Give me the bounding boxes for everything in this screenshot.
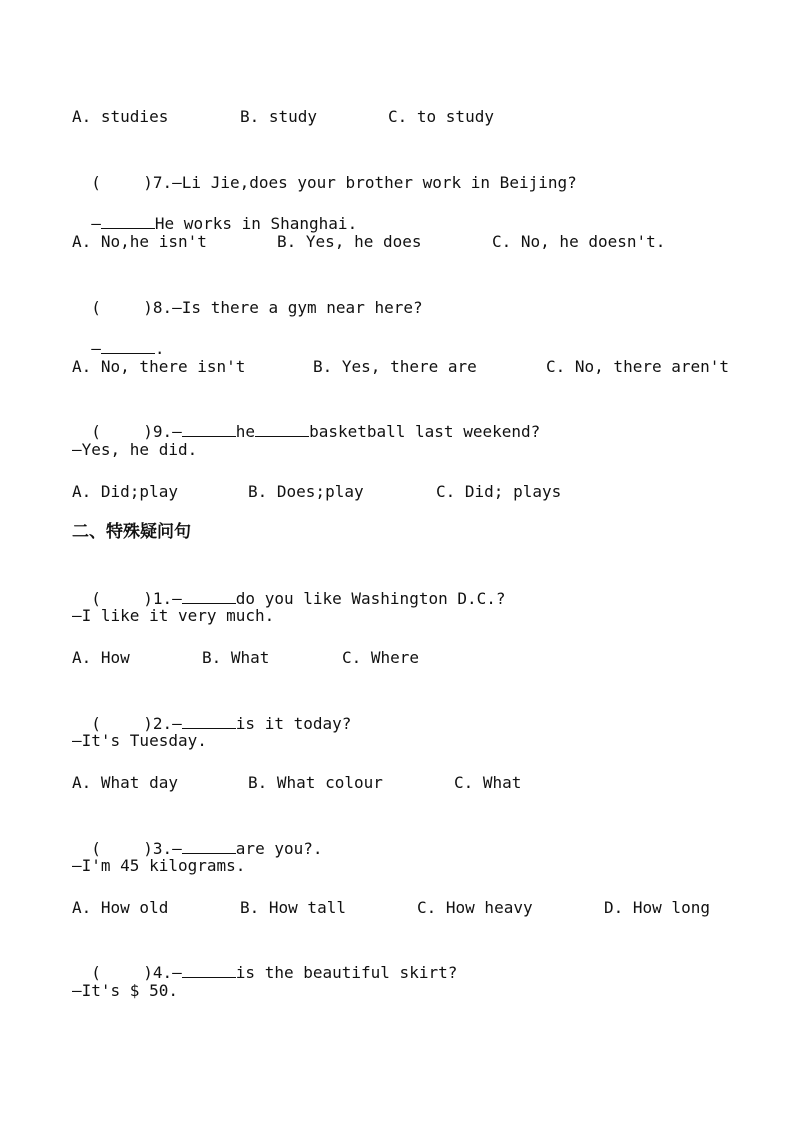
option-b: B. study — [240, 107, 318, 126]
answer-paren-open: ( — [91, 839, 101, 858]
option-c: C. Did; plays — [436, 482, 562, 501]
option-a: A. How — [72, 648, 130, 667]
answer-paren-open: ( — [91, 963, 101, 982]
question-text: is it today? — [235, 714, 352, 733]
question-number: )1.— — [143, 589, 182, 608]
option-b: B. How tall — [240, 898, 346, 917]
option-b: B. Yes, there are — [313, 357, 477, 376]
question-text: is the beautiful skirt? — [235, 963, 458, 982]
blank — [101, 214, 155, 229]
dash: — — [91, 339, 101, 358]
answer-line-s1: —I like it very much. — [72, 606, 275, 625]
question-mid: he — [235, 422, 256, 441]
question-text: )7.—Li Jie,does your brother work in Beijing? — [143, 173, 577, 192]
blank — [182, 839, 236, 854]
question-9 — [72, 396, 754, 444]
answer-paren-open: ( — [91, 298, 101, 317]
option-a: A. Did;play — [72, 482, 178, 501]
blank — [182, 589, 236, 604]
option-a: A. What day — [72, 773, 178, 792]
answer-line-s3: —I'm 45 kilograms. — [72, 856, 246, 875]
answer-line-q8 — [72, 313, 754, 361]
answer-line-s4: —It's $ 50. — [72, 981, 178, 1000]
question-number: )9.— — [143, 422, 182, 441]
answer-paren-open: ( — [91, 589, 101, 608]
answer-text: He works in Shanghai. — [154, 214, 358, 233]
answer-line-q7 — [72, 188, 754, 236]
section-heading: 二、特殊疑问句 — [72, 522, 191, 542]
option-b: B. Yes, he does — [277, 232, 422, 251]
blank — [255, 422, 309, 437]
option-c: C. Where — [342, 648, 420, 667]
answer-text: . — [154, 339, 165, 358]
option-c: C. to study — [388, 107, 494, 126]
option-c: C. No, he doesn't. — [492, 232, 666, 251]
blank — [182, 963, 236, 978]
question-number: )4.— — [143, 963, 182, 982]
answer-paren-open: ( — [91, 714, 101, 733]
option-b: B. What colour — [248, 773, 383, 792]
blank — [101, 339, 155, 354]
option-a: A. studies — [72, 107, 169, 126]
option-d: D. How long — [604, 898, 710, 917]
option-a: A. No, there isn't — [72, 357, 246, 376]
answer-paren-open: ( — [91, 173, 101, 192]
dash: — — [91, 214, 101, 233]
option-a: A. How old — [72, 898, 169, 917]
option-c: C. What — [454, 773, 522, 792]
option-b: B. Does;play — [248, 482, 364, 501]
answer-line-q9: —Yes, he did. — [72, 440, 198, 459]
option-b: B. What — [202, 648, 270, 667]
question-number: )3.— — [143, 839, 182, 858]
blank — [182, 422, 236, 437]
question-text: )8.—Is there a gym near here? — [143, 298, 423, 317]
question-text: basketball last weekend? — [309, 422, 541, 441]
question-number: )2.— — [143, 714, 182, 733]
option-c: C. How heavy — [417, 898, 533, 917]
blank — [182, 714, 236, 729]
answer-line-s2: —It's Tuesday. — [72, 731, 207, 750]
question-text: are you?. — [235, 839, 323, 858]
option-c: C. No, there aren't — [546, 357, 730, 376]
option-a: A. No,he isn't — [72, 232, 207, 251]
question-text: do you like Washington D.C.? — [235, 589, 506, 608]
question-s4 — [72, 937, 754, 985]
answer-paren-open: ( — [91, 422, 101, 441]
